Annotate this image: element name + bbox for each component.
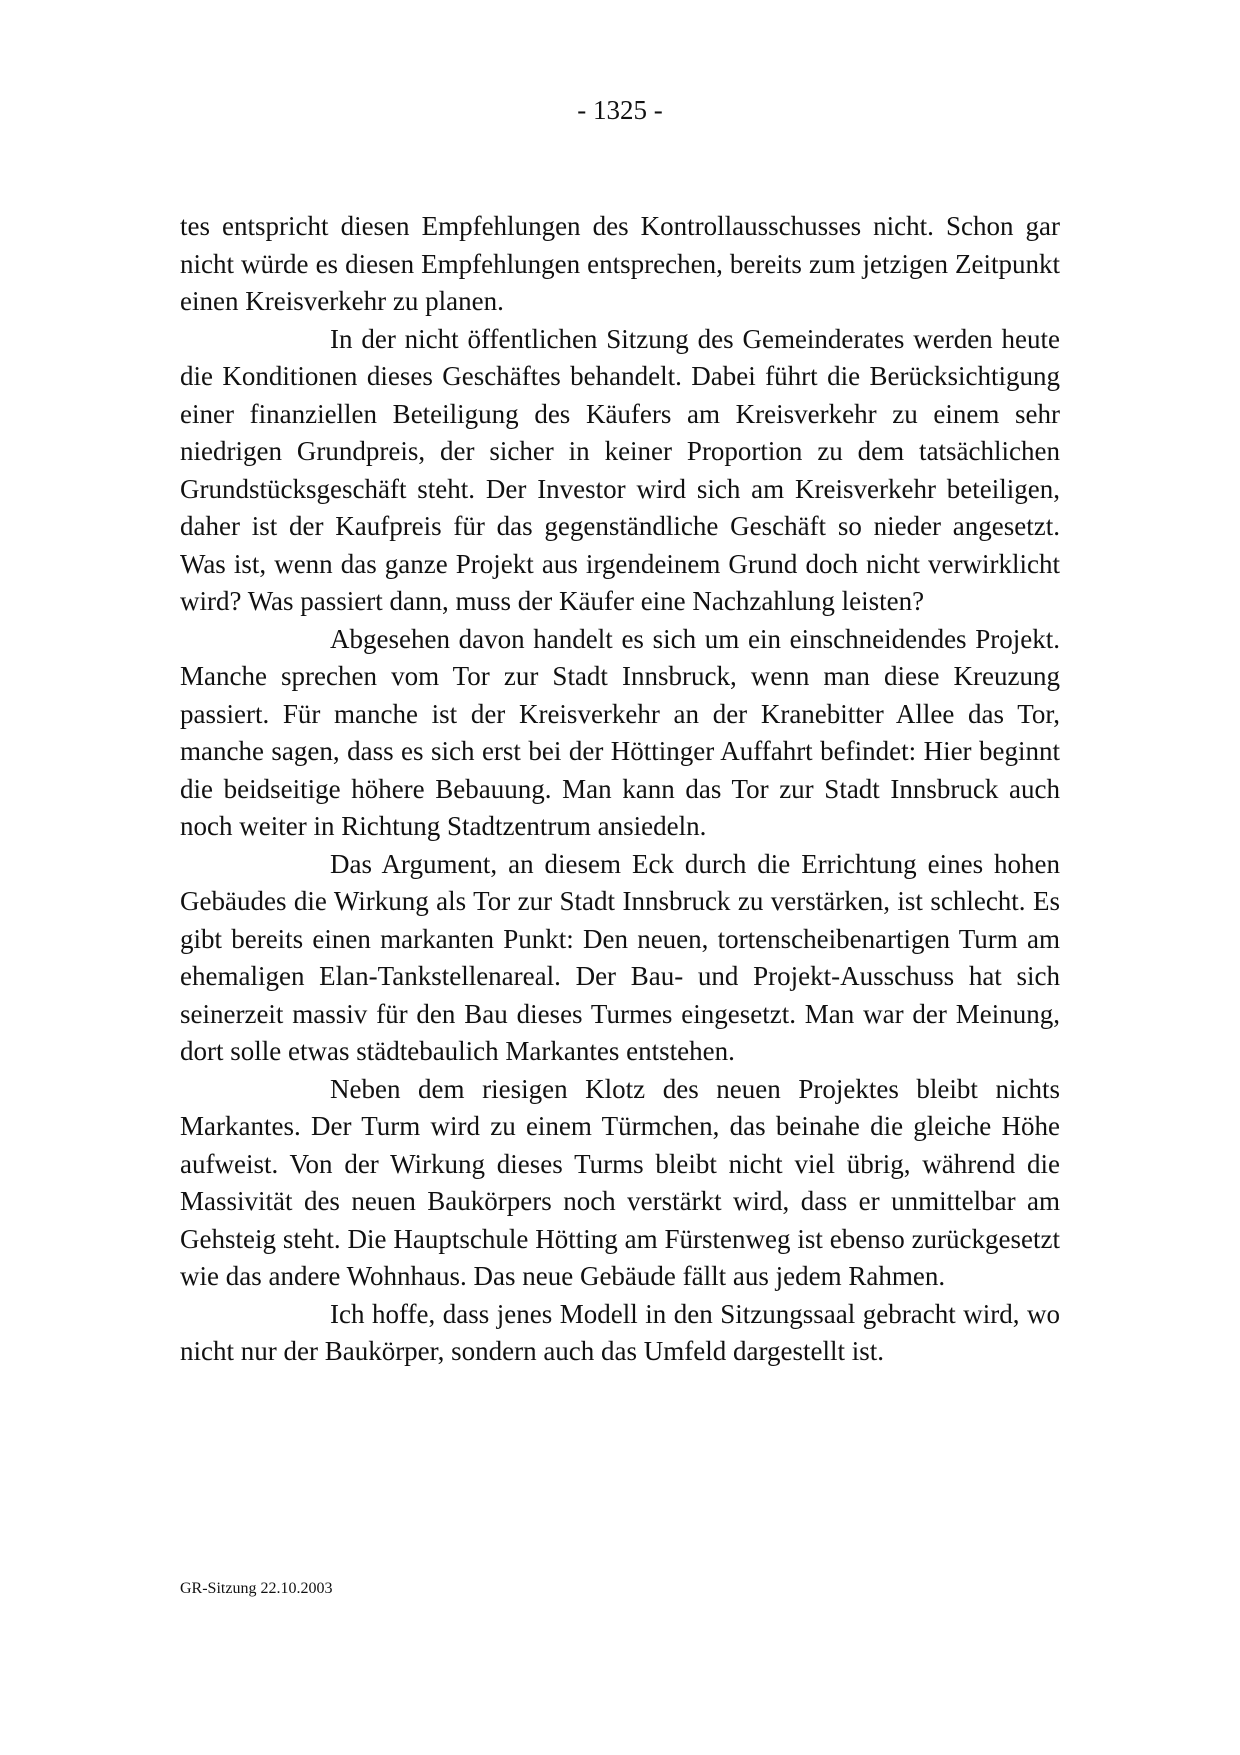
paragraph-3: Abgesehen davon handelt es sich um ein einschneidendes Projekt. Manche sprechen vom Tor zur Stadt Innsbruck, wenn man diese Kreuzung passiert. Für manche ist der Kreisverkehr an der Kranebitter Allee das Tor, manche sagen, dass es sich erst bei der Höttinger Auffahrt befindet: Hier beginnt die beidseitige höhere Bebauung. Man kann das Tor zur Stadt Innsbruck auch noch weiter in Richtung Stadtzentrum ansiedeln. [180, 623, 1060, 841]
paragraph-6: Ich hoffe, dass jenes Modell in den Sitzungssaal gebracht wird, wo nicht nur der Baukörper, sondern auch das Umfeld dargestellt ist. [180, 1298, 1060, 1366]
paragraph-4: Das Argument, an diesem Eck durch die Errichtung eines hohen Gebäudes die Wirkung als Tor zur Stadt Innsbruck zu verstärken, ist schlecht. Es gibt bereits einen markanten Punkt: Den neuen, tortenscheibenartigen Turm am ehemaligen Elan-Tankstellenareal. Der Bau- und Projekt-Ausschuss hat sich seinerzeit massiv für den Bau dieses Turmes eingesetzt. Man war der Meinung, dort solle etwas städtebaulich Markantes entstehen. [180, 848, 1060, 1066]
document-body [180, 208, 1060, 1371]
paragraph-1: tes entspricht diesen Empfehlungen des Kontrollausschusses nicht. Schon gar nicht würde es diesen Empfehlungen entsprechen, bereits zum jetzigen Zeitpunkt einen Kreisverkehr zu planen. [180, 211, 1060, 316]
paragraph-2: In der nicht öffentlichen Sitzung des Gemeinderates werden heute die Konditionen dieses Geschäftes behandelt. Dabei führt die Berücksichtigung einer finanziellen Beteiligung des Käufers am Kreisverkehr zu einem sehr niedrigen Grundpreis, der sicher in keiner Proportion zu dem tatsächlichen Grundstücksgeschäft steht. Der Investor wird sich am Kreisverkehr beteiligen, daher ist der Kaufpreis für das gegenständliche Geschäft so nieder angesetzt. Was ist, wenn das ganze Projekt aus irgendeinem Grund doch nicht verwirklicht wird? Was passiert dann, muss der Käufer eine Nachzahlung leisten? [180, 323, 1060, 616]
page-number: - 1325 - [577, 95, 663, 125]
paragraph-5: Neben dem riesigen Klotz des neuen Projektes bleibt nichts Markantes. Der Turm wird zu einem Türmchen, das beinahe die gleiche Höhe aufweist. Von der Wirkung dieses Turms bleibt nicht viel übrig, während die Massivität des neuen Baukörpers noch verstärkt wird, dass er unmittelbar am Gehsteig steht. Die Hauptschule Hötting am Fürstenweg ist ebenso zurückgesetzt wie das andere Wohnhaus. Das neue Gebäude fällt aus jedem Rahmen. [180, 1073, 1060, 1291]
footer-session-date: GR-Sitzung 22.10.2003 [180, 1580, 333, 1597]
